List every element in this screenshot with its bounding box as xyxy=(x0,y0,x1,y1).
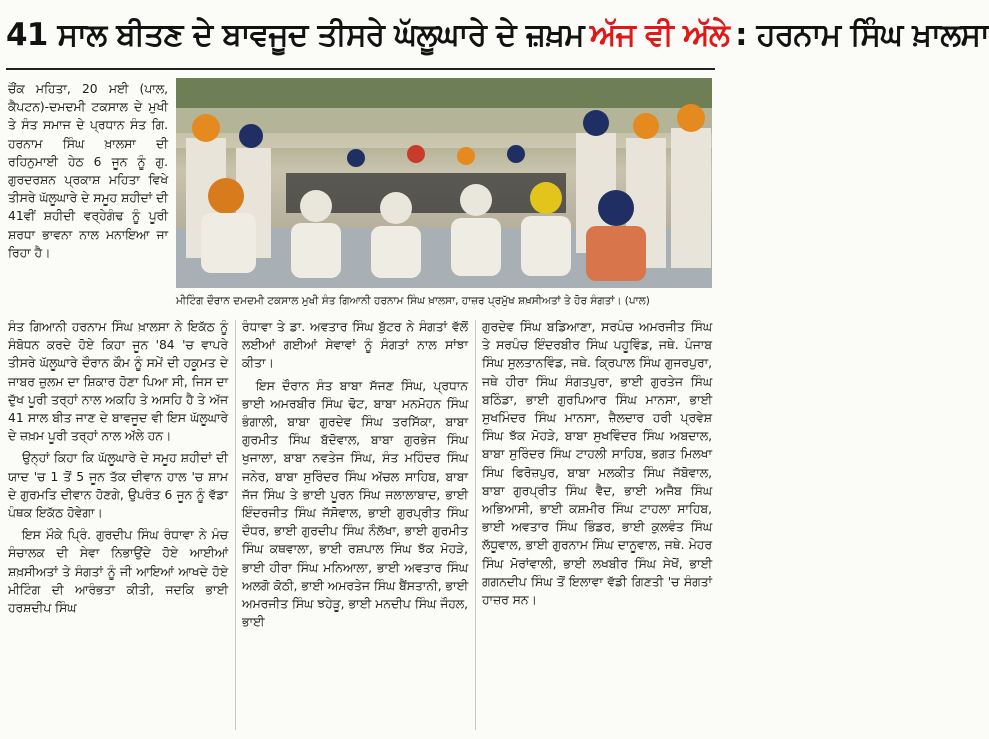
headline-rule xyxy=(6,68,715,70)
col2-paragraph-1: ਰੰਧਾਵਾ ਤੇ ਡਾ. ਅਵਤਾਰ ਸਿੰਘ ਬੁੱਟਰ ਨੇ ਸੰਗਤਾਂ ਵੱਲੋਂ ਲਈਆਂ ਗਈਆਂ ਸੇਵਾਵਾਂ ਨੂੰ ਸੰਗਤਾਂ ਨਾਲ ਸਾਂਝਾ ਕੀਤਾ। xyxy=(242,320,468,371)
article-column-2 xyxy=(242,318,468,635)
col2-paragraph-2: ਇਸ ਦੌਰਾਨ ਸੰਤ ਬਾਬਾ ਸੱਜਣ ਸਿੰਘ, ਪ੍ਰਧਾਨ ਭਾਈ ਅਮਰਬੀਰ ਸਿੰਘ ਢੋਟ, ਬਾਬਾ ਮਨਮੋਹਨ ਸਿੰਘ ਭੰਗਾਲੀ, ਬਾਬਾ ਗੁਰਦੇਵ ਸਿੰਘ ਤਰਸਿੱਕਾ, ਬਾਬਾ ਗੁਰਮੀਤ ਸਿੰਘ ਬੱਦੋਵਾਲ, ਬਾਬਾ ਗੁਰਭੇਜ ਸਿੰਘ ਖੁਜਾਲਾ, ਬਾਬਾ ਨਵਤੇਜ ਸਿੰਘ, ਸੰਤ ਮਹਿੰਦਰ ਸਿੰਘ ਜਨੇਰ, ਬਾਬਾ ਸੁਰਿੰਦਰ ਸਿੰਘ ਅੱਚਲ ਸਾਹਿਬ, ਬਾਬਾ ਜੱਜ ਸਿੰਘ ਤੇ ਭਾਈ ਪੂਰਨ ਸਿੰਘ ਜਲਾਲਾਬਾਦ, ਭਾਈ ਇੰਦਰਜੀਤ ਸਿੰਘ ਜੱਸੋਵਾਲ, ਭਾਈ ਗੁਰਪ੍ਰੀਤ ਸਿੰਘ ਦੌਧਰ, ਭਾਈ ਗੁਰਦੀਪ ਸਿੰਘ ਨੌਲੱਖਾ, ਭਾਈ ਗੁਰਮੀਤ ਸਿੰਘ ਕਥਵਾਲਾ, ਭਾਈ ਰਸ਼ਪਾਲ ਸਿੰਘ ਝੱਕ ਮੋਹੜੇ, ਭਾਈ ਹੀਰਾ ਸਿੰਘ ਮਨਿਆਲਾ, ਭਾਈ ਅਵਤਾਰ ਸਿੰਘ ਅਲਗੋ ਕੋਠੀ, ਭਾਈ ਅਮਰਤੇਜ ਸਿੰਘ ਬੈਂਸਤਾਨੀ, ਭਾਈ ਅਮਰਜੀਤ ਸਿੰਘ ਝਹੇੜੂ, ਭਾਈ ਮਨਦੀਪ ਸਿੰਘ ਜੌਹਲ, ਭਾਈ xyxy=(242,378,468,630)
col3-paragraph-1: ਗੁਰਦੇਵ ਸਿੰਘ ਬਡਿਆਣਾ, ਸਰਪੰਚ ਅਮਰਜੀਤ ਸਿੰਘ ਤੇ ਸਰਪੰਚ ਇੰਦਰਬੀਰ ਸਿੰਘ ਪਹੂਵਿੰਡ, ਜਥੇ. ਪੰਜਾਬ ਸਿੰਘ ਸੁਲਤਾਨਵਿੰਡ, ਜਥੇ. ਕ੍ਰਿਪਾਲ ਸਿੰਘ ਗੁਜਰਪੁਰਾ, ਜਥੇ ਹੀਰਾ ਸਿੰਘ ਸੰਗਤਪੁਰਾ, ਭਾਈ ਗੁਰਤੇਜ ਸਿੰਘ ਬਠਿੰਡਾ, ਭਾਈ ਗੁਰਪਿਆਰ ਸਿੰਘ ਮਾਨਸਾ, ਭਾਈ ਸੁਖਮਿੰਦਰ ਸਿੰਘ ਮਾਨਸਾ, ਜ਼ੈਲਦਾਰ ਹਰੀ ਪ੍ਰਵੇਸ਼ ਸਿੰਘ ਝੱਕ ਮੋਹੜੇ, ਬਾਬਾ ਸੁਖਵਿੰਦਰ ਸਿੰਘ ਅਬਦਾਲ, ਬਾਬਾ ਸੁਰਿੰਦਰ ਸਿੰਘ ਟਾਹਲੀ ਸਾਹਿਬ, ਭਗਤ ਮਿਲਖਾ ਸਿੰਘ ਫਿਰੋਜ਼ਪੁਰ, ਬਾਬਾ ਮਲਕੀਤ ਸਿੰਘ ਜੱਬੋਵਾਲ, ਬਾਬਾ ਗੁਰਪ੍ਰੀਤ ਸਿੰਘ ਵੈਦ, ਭਾਈ ਅਜੈਬ ਸਿੰਘ ਅਭਿਆਸੀ, ਭਾਈ ਕਸ਼ਮੀਰ ਸਿੰਘ ਟਾਹਲਾ ਸਾਹਿਬ, ਭਾਈ ਅਵਤਾਰ ਸਿੰਘ ਭਿੰਡਰ, ਭਾਈ ਕੁਲਵੰਤ ਸਿੰਘ ਲੱਧੂਵਾਲ, ਭਾਈ ਗੁਰਨਾਮ ਸਿੰਘ ਦਾਨੂਵਾਲ, ਜਥੇ. ਮੇਹਰ ਸਿੰਘ ਮੋਰਾਂਵਾਲੀ, ਭਾਈ ਲਖਬੀਰ ਸਿੰਘ ਸੇਖੋਂ, ਭਾਈ ਗਗਨਦੀਪ ਸਿੰਘ ਤੋਂ ਇਲਾਵਾ ਵੱਡੀ ਗਿਣਤੀ 'ਚ ਸੰਗਤਾਂ ਹਾਜ਼ਰ ਸਨ। xyxy=(482,320,712,608)
col1-paragraph-2: ਉਨ੍ਹਾਂ ਕਿਹਾ ਕਿ ਘੱਲੂਘਾਰੇ ਦੇ ਸਮੂਹ ਸ਼ਹੀਦਾਂ ਦੀ ਯਾਦ 'ਚ 1 ਤੋਂ 5 ਜੂਨ ਤੱਕ ਦੀਵਾਨ ਹਾਲ 'ਚ ਸ਼ਾਮ ਦੇ ਗੁਰਮਤਿ ਦੀਵਾਨ ਹੋਣਗੇ, ਉਪਰੰਤ 6 ਜੂਨ ਨੂੰ ਵੱਡਾ ਪੰਥਕ ਇਕੱਠ ਹੋਵੇਗਾ। xyxy=(8,451,228,521)
col1-paragraph-3: ਇਸ ਮੌਕੇ ਪ੍ਰਿੰ. ਗੁਰਦੀਪ ਸਿੰਘ ਰੰਧਾਵਾ ਨੇ ਮੰਚ ਸੰਚਾਲਕ ਦੀ ਸੇਵਾ ਨਿਭਾਉਂਦੇ ਹੋਏ ਆਈਆਂ ਸ਼ਖ਼ਸੀਅਤਾਂ ਤੇ ਸੰਗਤਾਂ ਨੂੰ ਜੀ ਆਇਆਂ ਆਖਦੇ ਹੋਏ ਮੀਟਿੰਗ ਦੀ ਆਰੰਭਤਾ ਕੀਤੀ, ਜਦਕਿ ਭਾਈ ਹਰਸ਼ਦੀਪ ਸਿੰਘ xyxy=(8,528,228,616)
article-column-3 xyxy=(482,318,712,613)
lead-text: ਚੌਂਕ ਮਹਿਤਾ, 20 ਮਈ (ਪਾਲ, ਕੈਪਟਨ)-ਦਮਦਮੀ ਟਕਸਾਲ ਦੇ ਮੁਖੀ ਤੇ ਸੰਤ ਸਮਾਜ ਦੇ ਪ੍ਰਧਾਨ ਸੰਤ ਗਿ. ਹਰਨਾਮ ਸਿੰਘ ਖ਼ਾਲਸਾ ਦੀ ਰਹਿਨੁਮਾਈ ਹੇਠ 6 ਜੂਨ ਨੂੰ ਗੁ. ਗੁਰਦਰਸ਼ਨ ਪ੍ਰਕਾਸ਼ ਮਹਿਤਾ ਵਿਖੇ ਤੀਸਰੇ ਘੱਲੂਘਾਰੇ ਦੇ ਸਮੂਹ ਸ਼ਹੀਦਾਂ ਦੀ 41ਵੀਂ ਸ਼ਹੀਦੀ ਵਰ੍ਹੇਗੰਢ ਨੂੰ ਪੂਰੀ ਸ਼ਰਧਾ ਭਾਵਨਾ ਨਾਲ ਮਨਾਇਆ ਜਾ ਰਿਹਾ ਹੈ। xyxy=(8,82,168,260)
meeting-photo-illustration xyxy=(176,78,712,288)
headline-highlight: ਅੱਜ ਵੀ ਅੱਲੇ xyxy=(589,17,730,53)
column-divider xyxy=(475,320,476,730)
col1-paragraph-1: ਸੰਤ ਗਿਆਨੀ ਹਰਨਾਮ ਸਿੰਘ ਖ਼ਾਲਸਾ ਨੇ ਇਕੱਠ ਨੂੰ ਸੰਬੋਧਨ ਕਰਦੇ ਹੋਏ ਕਿਹਾ ਜੂਨ '84 'ਚ ਵਾਪਰੇ ਤੀਸਰੇ ਘੱਲੂਘਾਰੇ ਦੌਰਾਨ ਕੌਮ ਨੂੰ ਸਮੇਂ ਦੀ ਹਕੂਮਤ ਦੇ ਜਾਬਰ ਜ਼ੁਲਮ ਦਾ ਸ਼ਿਕਾਰ ਹੋਣਾ ਪਿਆ ਸੀ, ਜਿਸ ਦਾ ਦੁੱਖ ਪੂਰੀ ਤਰ੍ਹਾਂ ਨਾਲ ਅਕਹਿ ਤੇ ਅਸਹਿ ਹੈ ਤੇ ਅੱਜ 41 ਸਾਲ ਬੀਤ ਜਾਣ ਦੇ ਬਾਵਜੂਦ ਵੀ ਇਸ ਘੱਲੂਘਾਰੇ ਦੇ ਜ਼ਖ਼ਮ ਪੂਰੀ ਤਰ੍ਹਾਂ ਨਾਲ ਅੱਲੇ ਹਨ। xyxy=(8,320,228,444)
column-divider xyxy=(235,320,236,730)
article-column-1 xyxy=(8,318,228,621)
headline-part2: : ਹਰਨਾਮ ਸਿੰਘ ਖ਼ਾਲਸਾ xyxy=(735,17,989,53)
meeting-photo xyxy=(176,78,712,288)
headline-part1: 41 ਸਾਲ ਬੀਤਣ ਦੇ ਬਾਵਜੂਦ ਤੀਸਰੇ ਘੱਲੂਘਾਰੇ ਦੇ ਜ਼ਖ਼ਮ xyxy=(6,17,584,53)
headline xyxy=(6,4,989,66)
photo-caption: ਮੀਟਿੰਗ ਦੌਰਾਨ ਦਮਦਮੀ ਟਕਸਾਲ ਮੁਖੀ ਸੰਤ ਗਿਆਨੀ ਹਰਨਾਮ ਸਿੰਘ ਖ਼ਾਲਸਾ, ਹਾਜ਼ਰ ਪ੍ਰਮੁੱਖ ਸ਼ਖ਼ਸੀਅਤਾਂ ਤੇ ਹੋਰ ਸੰਗਤਾਂ। (ਪਾਲ) xyxy=(176,295,650,307)
lead-paragraph xyxy=(8,80,168,266)
